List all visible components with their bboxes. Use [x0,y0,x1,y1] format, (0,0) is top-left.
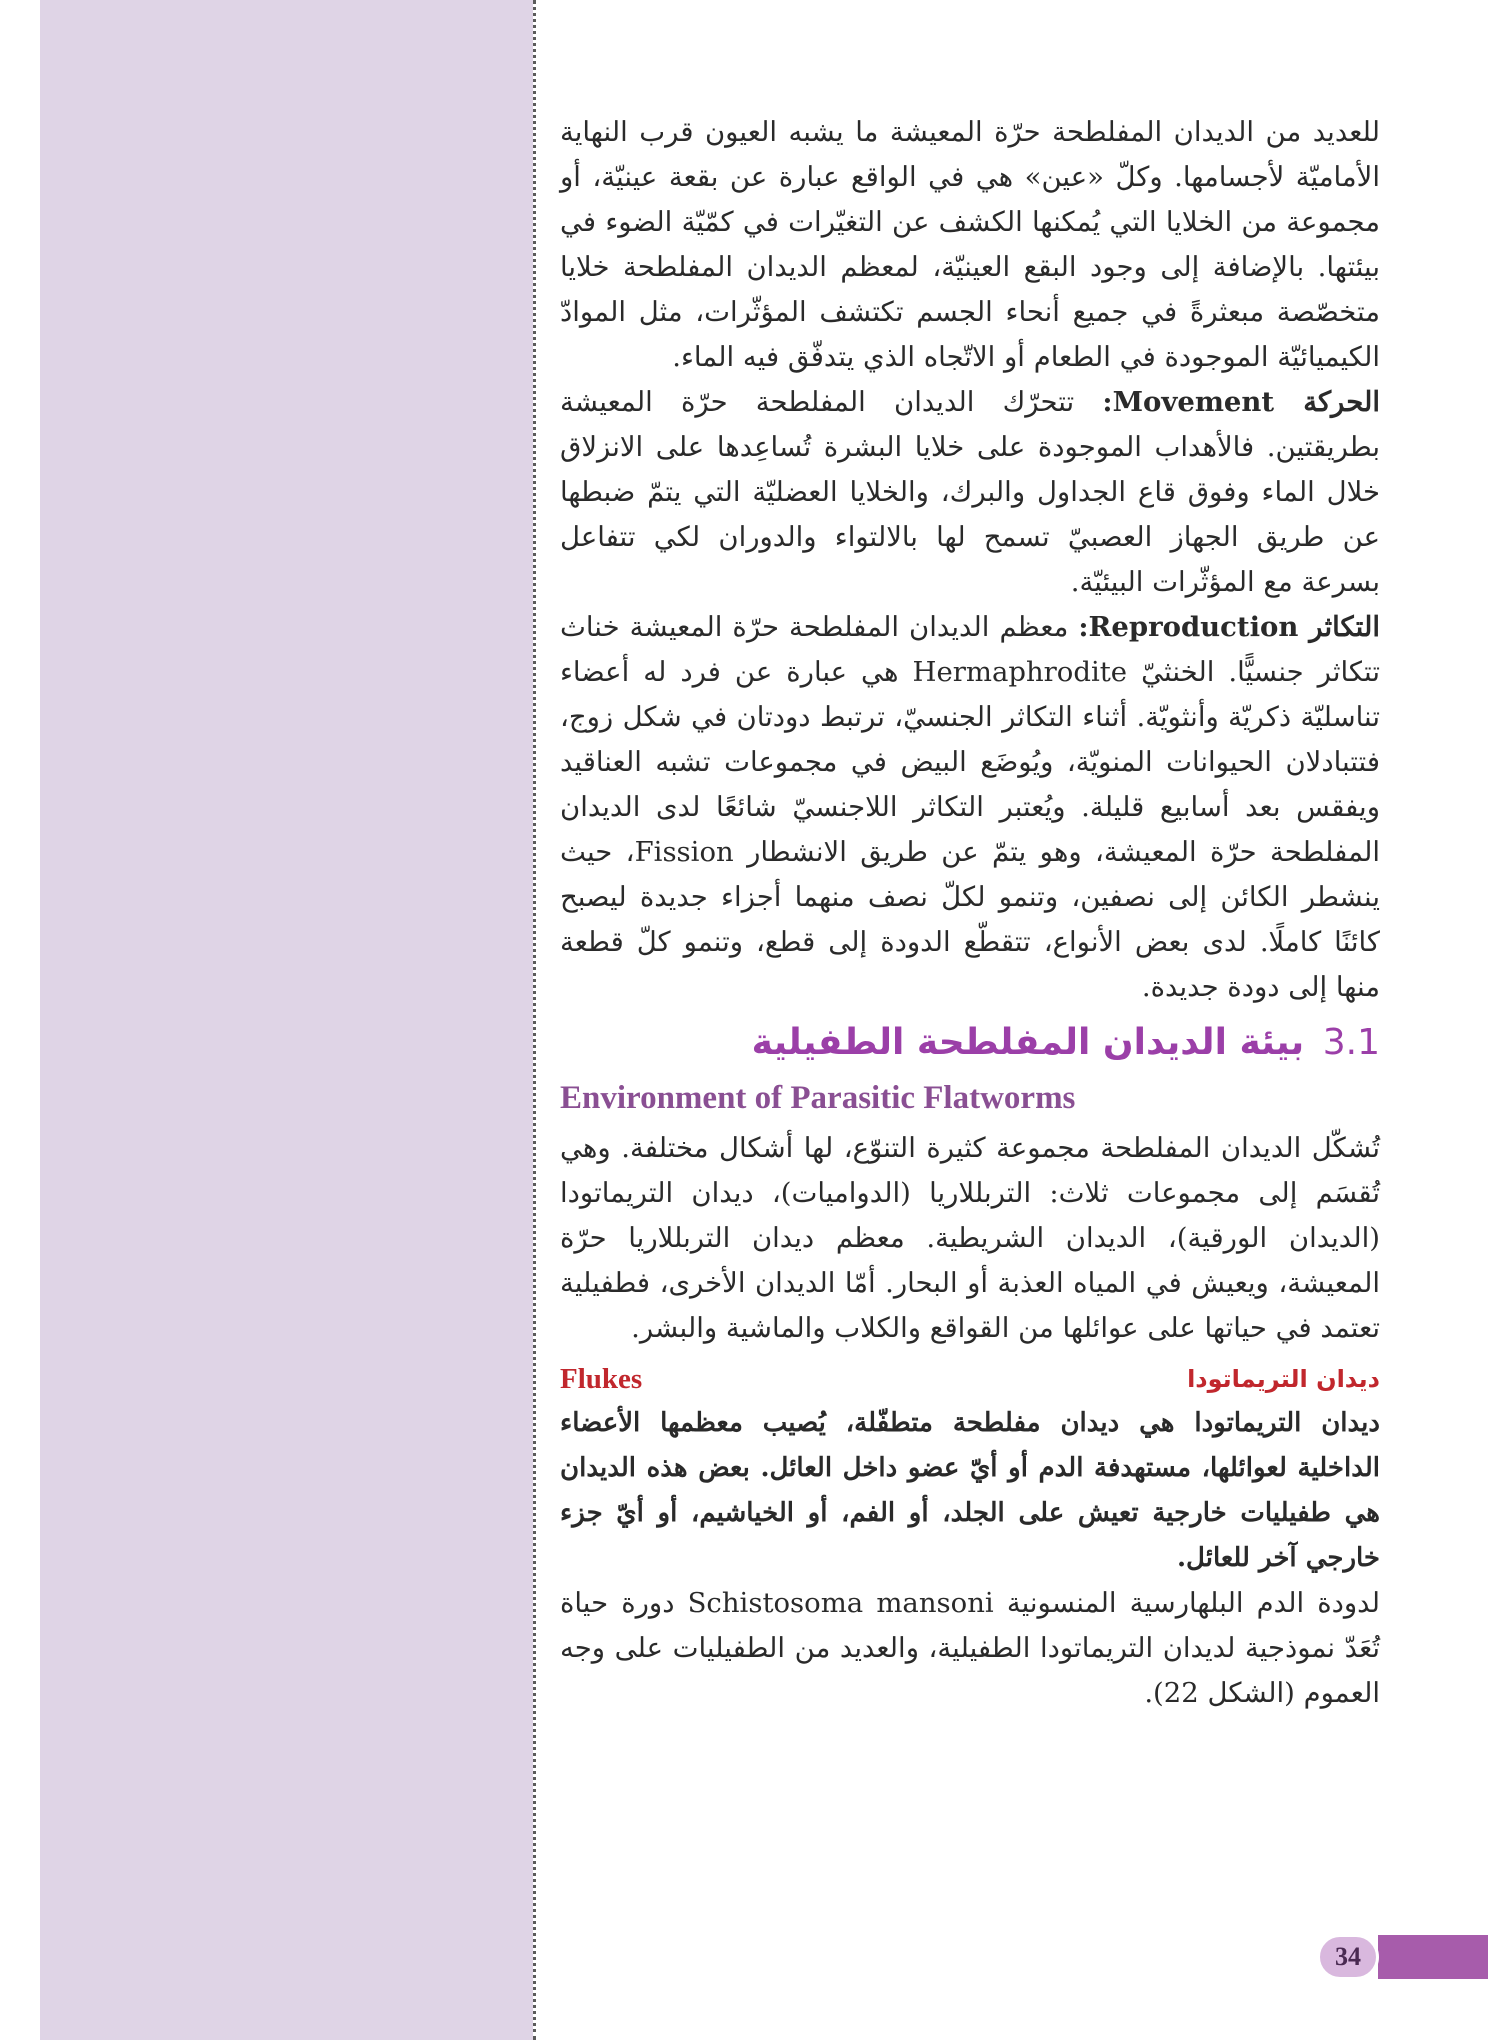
reproduction-paragraph [560,605,1380,1010]
page-number-tab [1378,1935,1488,1979]
section-number: 3.1 [1322,1022,1380,1063]
section-title-en: Environment of Parasitic Flatworms [560,1080,1076,1116]
flukes-title-ar: ديدان التريماتودا [1187,1365,1380,1393]
reproduction-lead: التكاثر Reproduction: [1078,611,1380,643]
section-body: تُشكّل الديدان المفلطحة مجموعة كثيرة التنوّع، لها أشكال مختلفة. وهي تُقسَم إلى مجموعات ثلاث: التربللاريا (الدواميات)، ديدان التريماتودا (الديدان الورقية)، الديدان الشريطية. معظم ديدان التربللاريا حرّة المعيشة، ويعيش في المياه العذبة أو البحار. أمّا الديدان الأخرى، فطفيلية تعتمد في حياتها على عوائلها من القواقع والكلاب والماشية والبشر. [560,1132,1380,1344]
movement-text: تتحرّك الديدان المفلطحة حرّة المعيشة بطريقتين. فالأهداب الموجودة على خلايا البشرة تُساعِدها على الانزلاق خلال الماء وفوق قاع الجداول والبرك، والخلايا العضليّة التي يتمّ ضبطها عن طريق الجهاز العصبيّ تسمح لها بالالتواء والدوران لكي تتفاعل بسرعة مع المؤثّرات البيئيّة. [560,386,1380,598]
movement-lead: الحركة Movement: [1102,386,1380,418]
dotted-divider [533,0,536,2040]
flukes-bold-paragraph: ديدان التريماتودا هي ديدان مفلطحة متطفّلة، يُصيب معظمها الأعضاء الداخلية لعوائلها، مستهدفة الدم أو أيّ عضو داخل العائل. بعض هذه الديدان هي طفيليات خارجية تعيش على الجلد، أو الفم، أو الخياشيم، أو أيّ جزء خارجي آخر للعائل. [560,1408,1380,1573]
reproduction-text: معظم الديدان المفلطحة حرّة المعيشة خناث تتكاثر جنسيًّا. الخنثيّ Hermaphrodite هي عبارة عن فرد له أعضاء تناسليّة ذكريّة وأنثويّة. أثناء التكاثر الجنسيّ، ترتبط دودتان في شكل زوج، فتتبادلان الحيوانات المنويّة، ويُوضَع البيض في مجموعات تشبه العناقيد ويفقس بعد أسابيع قليلة. ويُعتبر التكاثر اللاجنسيّ شائعًا لدى الديدان المفلطحة حرّة المعيشة، وهو يتمّ عن طريق الانشطار Fission، حيث ينشطر الكائن إلى نصفين، وتنمو لكلّ نصف منهما أجزاء جديدة ليصبح كائنًا كاملًا. لدى بعض الأنواع، تتقطّع الدودة إلى قطع، وتنمو كلّ قطعة منها إلى دودة جديدة. [560,611,1380,1003]
section-title-ar: بيئة الديدان المفلطحة الطفيلية [751,1022,1305,1063]
flukes-heading-row [560,1357,1380,1401]
page-content [560,110,1380,1716]
left-margin-panel [0,0,533,2040]
margin-edge-strip [0,0,40,2040]
flukes-title-en: Flukes [560,1363,643,1395]
page-number: 34 [1317,1934,1379,1980]
flukes-paragraph: لدودة الدم البلهارسية المنسونية Schistosoma mansoni دورة حياة تُعَدّ نموذجية لديدان التريماتودا الطفيلية، والعديد من الطفيليات على وجه العموم (الشكل 22). [560,1587,1380,1709]
section-heading [560,1020,1380,1066]
movement-paragraph [560,380,1380,605]
eyespot-paragraph: للعديد من الديدان المفلطحة حرّة المعيشة ما يشبه العيون قرب النهاية الأماميّة لأجسامها. وكلّ «عين» هي في الواقع عبارة عن بقعة عينيّة، أو مجموعة من الخلايا التي يُمكنها الكشف عن التغيّرات في كمّيّة الضوء في بيئتها. بالإضافة إلى وجود البقع العينيّة، لمعظم الديدان المفلطحة خلايا متخصّصة مبعثرةً في جميع أنحاء الجسم تكتشف المؤثّرات، مثل الموادّ الكيميائيّة الموجودة في الطعام أو الاتّجاه الذي يتدفّق فيه الماء. [560,116,1380,373]
